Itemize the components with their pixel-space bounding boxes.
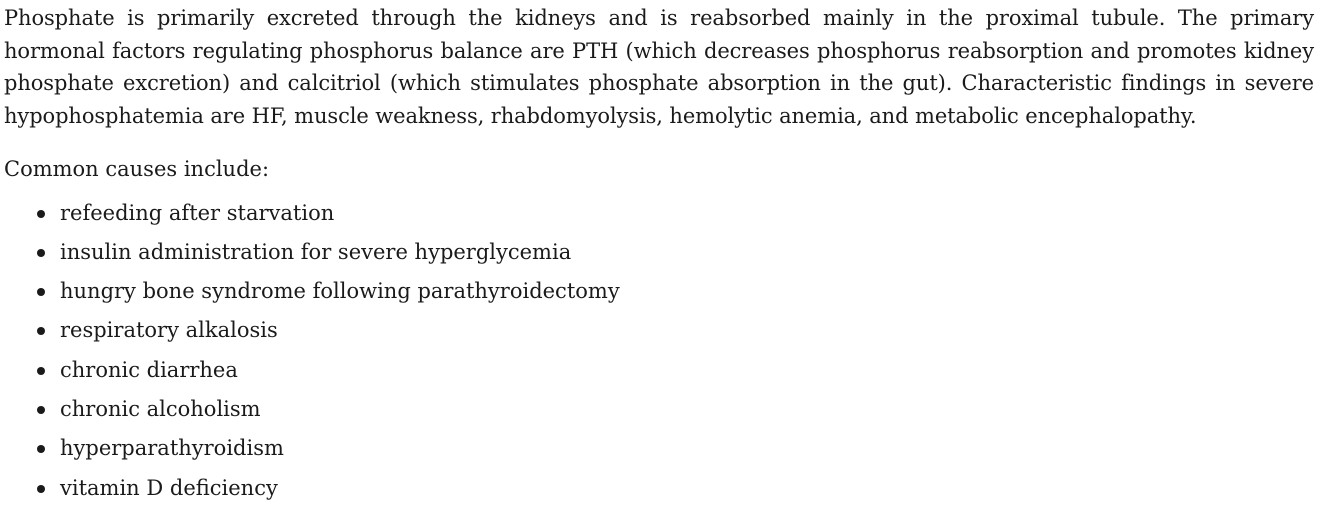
- list-item: [4, 194, 1314, 233]
- bullet-icon: [37, 406, 45, 414]
- list-item: [4, 390, 1314, 429]
- list-item-text: chronic diarrhea: [60, 357, 238, 382]
- causes-list: [4, 194, 1314, 508]
- list-item-text: insulin administration for severe hyperglycemia: [60, 239, 572, 264]
- list-item-text: respiratory alkalosis: [60, 318, 278, 343]
- list-item: [4, 351, 1314, 390]
- list-item-text: vitamin D deficiency: [60, 475, 278, 500]
- list-intro: Common causes include:: [4, 157, 270, 181]
- document-content: [4, 2, 1314, 508]
- list-item-text: hyperparathyroidism: [60, 436, 284, 461]
- list-item: [4, 311, 1314, 350]
- list-item-text: refeeding after starvation: [60, 200, 335, 225]
- bullet-icon: [37, 288, 45, 296]
- bullet-icon: [37, 485, 45, 493]
- body-paragraph: Phosphate is primarily excreted through the kidneys and is reabsorbed mainly in the proximal tubule. The primary hormonal factors regulating phosphorus balance are PTH (which decreases phosphorus reabsorption and promotes kidney phosphate excretion) and calcitriol (which stimulates phosphate absorption in the gut). Characteristic findings in severe hypophosphatemia are HF, muscle weakness, rhabdomyolysis, hemolytic anemia, and metabolic encephalopathy.: [4, 6, 1314, 128]
- list-item: [4, 233, 1314, 272]
- list-item-text: hungry bone syndrome following parathyroidectomy: [60, 279, 620, 304]
- list-item-text: chronic alcoholism: [60, 396, 261, 421]
- bullet-icon: [37, 445, 45, 453]
- list-item: [4, 469, 1314, 508]
- list-item: [4, 272, 1314, 311]
- bullet-icon: [37, 367, 45, 375]
- bullet-icon: [37, 249, 45, 257]
- list-item: [4, 429, 1314, 468]
- bullet-icon: [37, 327, 45, 335]
- bullet-icon: [37, 210, 45, 218]
